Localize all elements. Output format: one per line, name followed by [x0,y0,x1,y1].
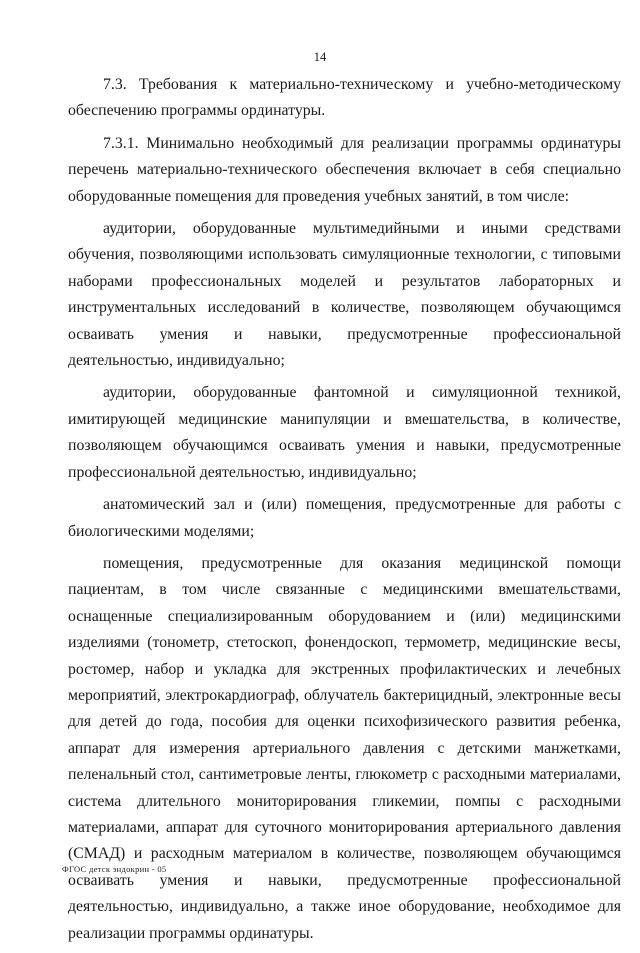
footer-note: ФГОС детск эндокрин - 05 [62,864,167,874]
page-number: 14 [313,50,327,64]
list-item-paragraph: помещения, предусмотренные для оказания медицинской помощи пациентам, в том числе связанные с медицинскими вмешательствами, оснащенные специализированным оборудованием и (или) медицинскими изделиями (тонометр, стетоскоп, фонендоскоп, термометр, медицинские весы, ростомер, набор и укладка для экстренных профилактических и лечебных мероприятий, электрокардиограф, облучатель бактерицидный, электронные весы для детей до года, пособия для оценки психофизического развития ребенка, аппарат для измерения артериального давления с детскими манжетками, пеленальный стол, сантиметровые ленты, глюкометр с расходными материалами, система длительного мониторирования гликемии, помпы с расходными материалами, аппарат для суточного мониторирования артериального давления (СМАД) и расходным материалом в количестве, позволяющем обучающимся осваивать умения и навыки, предусмотренные профессиональной деятельностью, индивидуально, а также иное оборудование, необходимое для реализации программы ординатуры. [68,554,621,942]
list-item-paragraph: аудитории, оборудованные фантомной и симуляционной техникой, имитирующей медицинские манипуляции и вмешательства, в количестве, позволяющем обучающимся осваивать умения и навыки, предусмотренные профессиональной деятельностью, индивидуально; [68,384,621,481]
document-body [68,72,621,953]
list-item-paragraph: аудитории, оборудованные мультимедийными и иными средствами обучения, позволяющими использовать симуляционные технологии, с типовыми наборами профессиональных моделей и результатов лабораторных и инструментальных исследований в количестве, позволяющем обучающимся осваивать умения и навыки, предусмотренные профессиональной деятельностью, индивидуально; [68,220,621,370]
list-item-paragraph: анатомический зал и (или) помещения, предусмотренные для работы с биологическими моделями; [68,496,621,540]
section-heading: 7.3. Требования к материально-техническому и учебно-методическому обеспечению программы ординатуры. [68,76,621,120]
paragraph: 7.3.1. Минимально необходимый для реализации программы ординатуры перечень материально-технического обеспечения включает в себя специально оборудованные помещения для проведения учебных занятий, в том числе: [68,134,621,205]
